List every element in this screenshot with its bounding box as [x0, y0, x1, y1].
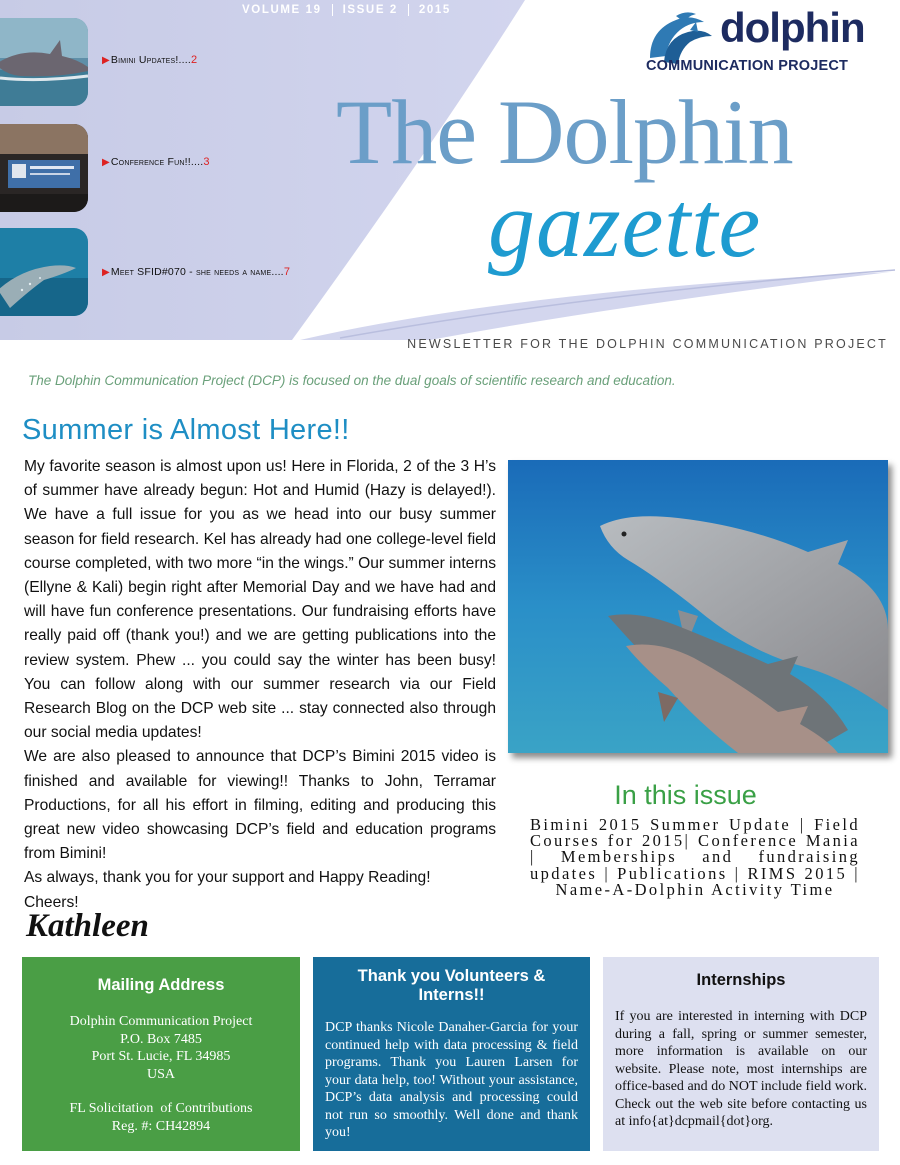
masthead-gazette: gazette — [488, 173, 762, 277]
conference-thumbnail — [0, 124, 88, 212]
address-line: Port St. Lucie, FL 34985 — [91, 1049, 231, 1064]
triangle-right-icon: ▶ — [102, 55, 110, 66]
mailing-address-box — [22, 957, 300, 1151]
address-line: Dolphin Communication Project — [69, 1014, 253, 1029]
internships-body: If you are interested in interning with DCP during a fall, spring or summer semester, more information is available on our website. Please note, most internships are office-based and do NOT include field work. Check out the web site before contacting us at info{at}dcpmail{dot}org. — [615, 1009, 867, 1129]
mission-statement: The Dolphin Communication Project (DCP) is focused on the dual goals of scientific research and education. — [28, 373, 676, 388]
masthead-title: The Dolphin — [336, 81, 793, 183]
volume-label: VOLUME 19 — [242, 4, 333, 16]
article-title: Summer is Almost Here!! — [22, 414, 350, 446]
logo-subtitle: COMMUNICATION PROJECT — [646, 58, 849, 74]
article-body — [24, 455, 496, 915]
volunteers-body: DCP thanks Nicole Danaher-Garcia for your continued help with data processing & field programs. Thank you Lauren Larsen for your data help, too! Without your assistance, DCP’s data analysis and processing could not run so smoothly. Well done and thank you! — [325, 1020, 578, 1140]
dolphins-photo — [508, 460, 888, 753]
article-paragraph: My favorite season is almost upon us! Here in Florida, 2 of the 3 H’s of summer have already begun: Hot and Humid (Hazy is delayed!). We have a full issue for you as we head into our busy summer season for field research. Kel has already had one college-level field course completed, with two more “in the wings.” Our summer interns (Ellyne & Kali) begin right after Memorial Day and we have had and will have fun conference presentations. Our fundraising efforts have really paid off (thank you!) and we are getting publications into the review system. Phew ... you could say the winter has been busy! You can follow along with our summer research via our Field Research Blog on the DCP web site ... stay connected also through our social media updates! — [24, 458, 496, 742]
toc-item-conference[interactable]: ▶Conference Fun!!....3 — [102, 156, 210, 168]
volunteers-title: Thank you Volunteers & Interns!! — [357, 967, 546, 1004]
newsletter-tagline: NEWSLETTER FOR THE DOLPHIN COMMUNICATION PROJECT — [407, 337, 888, 351]
address-line: USA — [146, 1066, 175, 1082]
issue-label: ISSUE 2 — [333, 4, 409, 16]
year-label: 2015 — [418, 4, 451, 16]
dolphin-thumbnail — [0, 228, 88, 316]
triangle-right-icon: ▶ — [102, 267, 110, 278]
internships-title: Internships — [696, 971, 786, 989]
solicitation-line: FL Solicitation of Contributions — [69, 1101, 253, 1116]
volunteers-box — [313, 957, 590, 1151]
toc-item-sfid[interactable]: ▶Meet SFID#070 - she needs a name....7 — [102, 266, 291, 278]
article-paragraph: As always, thank you for your support and Happy Reading! — [24, 869, 431, 887]
internships-box — [603, 957, 879, 1151]
toc-item-bimini[interactable]: ▶Bimini Updates!....2 — [102, 54, 198, 66]
in-this-issue-title: In this issue — [614, 780, 757, 810]
mailing-address-title: Mailing Address — [97, 976, 225, 994]
signature: Kathleen — [26, 908, 149, 944]
triangle-right-icon: ▶ — [102, 157, 110, 168]
solicitation-reg: Reg. #: CH42894 — [111, 1118, 211, 1134]
bimini-thumbnail — [0, 18, 88, 106]
article-paragraph: Cheers! — [24, 893, 79, 911]
address-line: P.O. Box 7485 — [120, 1031, 202, 1047]
issue-info — [242, 4, 461, 16]
article-paragraph: We are also pleased to announce that DCP’s Bimini 2015 video is finished and available for viewing!! Thanks to John, Terramar Productions, for all his effort in filming, editing and producing this great new video showcasing DCP’s field and education programs from Bimini! — [24, 748, 496, 863]
in-this-issue-list: Bimini 2015 Summer Update | Field Courses for 2015| Conference Mania | Memberships and fundraising updates | Publications | RIMS 2015 | Name-A-Dolphin Activity Time — [530, 815, 860, 899]
logo-wordmark: dolphin — [720, 4, 865, 51]
